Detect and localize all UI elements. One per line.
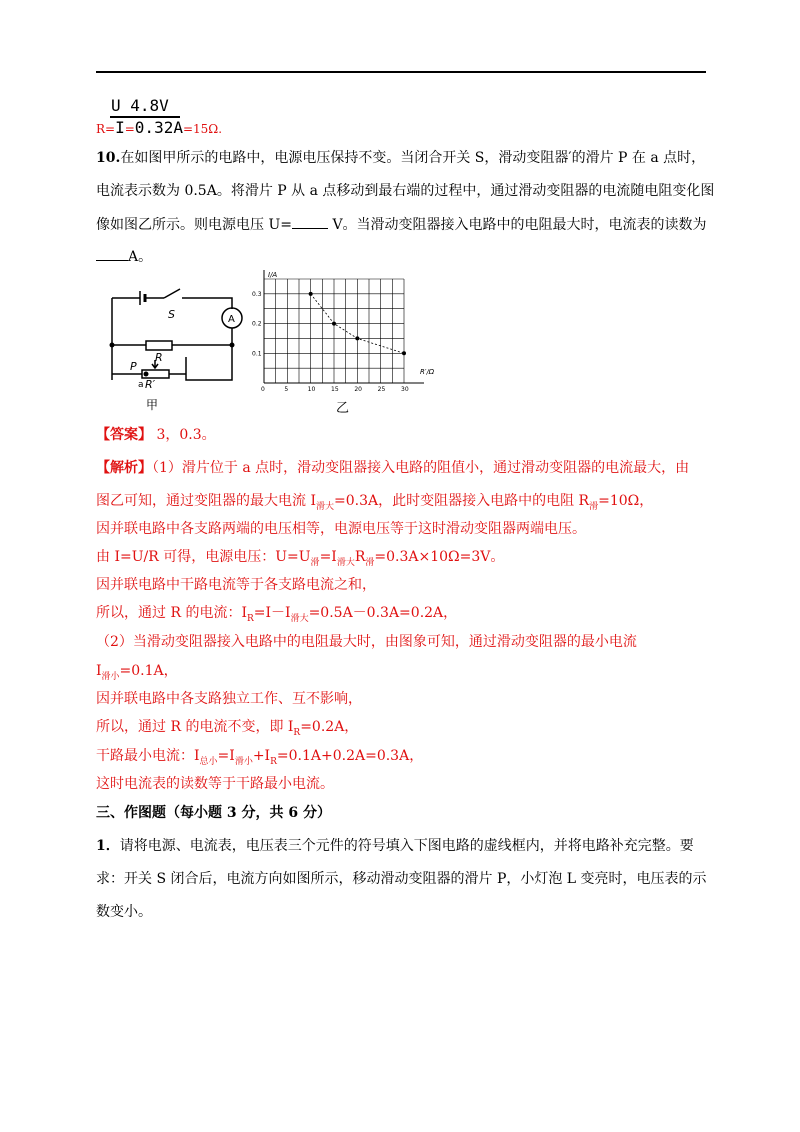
section3-title: 三、作图题（每小题 3 分，共 6 分） bbox=[96, 805, 331, 821]
a8b: =0.1A， bbox=[119, 663, 178, 679]
a10b: =0.2A， bbox=[300, 719, 359, 735]
y-tick-label: 0.2 bbox=[252, 320, 262, 328]
analysis-line1 bbox=[96, 458, 689, 478]
q10-line2: 电流表示数为 0.5A。将滑片 P 从 a 点移动到最右端的过程中，通过滑动变阻器的电流随电阻变化图 bbox=[96, 183, 715, 199]
q10-number: 10. bbox=[96, 150, 121, 166]
caption-yi: 乙 bbox=[336, 401, 350, 416]
data-point bbox=[355, 336, 359, 340]
q10-line1 bbox=[96, 148, 705, 168]
a8a: I bbox=[96, 663, 102, 679]
a2s2: 滑 bbox=[589, 501, 599, 512]
a4c: R bbox=[354, 549, 366, 565]
y-axis-label: I/A bbox=[268, 271, 278, 279]
q10-line3 bbox=[96, 214, 707, 235]
a4s1: 滑 bbox=[310, 557, 320, 568]
a6a: 所以，通过 R 的电流：I bbox=[96, 605, 247, 621]
a4d: =0.3A×10Ω=3V。 bbox=[374, 549, 505, 565]
blank-voltage[interactable] bbox=[292, 214, 328, 229]
analysis-line10 bbox=[96, 717, 358, 743]
a4s2: 滑大 bbox=[336, 557, 355, 568]
x-tick-label: 30 bbox=[401, 386, 409, 393]
q10-text1: 在如图甲所示的电路中，电源电压保持不变。当闭合开关 S，滑动变阻器′的滑片 P 在 a 点时， bbox=[120, 150, 706, 166]
eq-result: =15Ω. bbox=[182, 122, 223, 136]
a2s1: 滑大 bbox=[315, 501, 334, 512]
a6b: =I－I bbox=[253, 605, 291, 621]
a2c: =10Ω， bbox=[598, 493, 654, 509]
x-axis-label: R′/Ω bbox=[420, 368, 435, 376]
a6c: =0.5A－0.3A=0.2A， bbox=[308, 605, 458, 621]
x-tick-label: 5 bbox=[284, 386, 289, 393]
a6s2: 滑大 bbox=[290, 613, 309, 624]
x-tick-label: 25 bbox=[377, 386, 386, 393]
analysis-line8 bbox=[96, 661, 178, 687]
analysis-line5: 因并联电路中干路电流等于各支路电流之和， bbox=[96, 577, 376, 593]
label-s: S bbox=[168, 308, 175, 321]
q10-text3a: 像如图乙所示。则电源电压 U= bbox=[96, 217, 292, 233]
analysis-line7: （2）当滑动变阻器接入电路中的电阻最大时，由图象可知，通过滑动变阻器的最小电流 bbox=[96, 634, 637, 650]
a11s1: 总小 bbox=[199, 756, 218, 767]
a4b: =I bbox=[319, 549, 337, 565]
a2a: 图乙可知，通过变阻器的最大电流 I bbox=[96, 493, 316, 509]
eq-eq: = bbox=[124, 122, 135, 136]
analysis-line4 bbox=[96, 547, 504, 573]
s3-q1-line2: 求：开关 S 闭合后，电流方向如图所示，移动滑动变阻器的滑片 P，小灯泡 L 变亮时，电压表的示 bbox=[96, 871, 707, 887]
analysis-line3: 因并联电路中各支路两端的电压相等，电源电压等于这时滑动变阻器两端电压。 bbox=[96, 521, 586, 537]
analysis-line12: 这时电流表的读数等于干路最小电流。 bbox=[96, 776, 334, 792]
x-tick-label: 0 bbox=[261, 386, 265, 393]
a6s1: R bbox=[246, 613, 254, 624]
chart-grid bbox=[264, 279, 404, 383]
a4s3: 滑 bbox=[365, 557, 375, 568]
answer-label: 【答案】 bbox=[96, 427, 152, 443]
analysis-text1: （1）滑片位于 a 点时，滑动变阻器接入电路的阻值小，通过滑动变阻器的电流最大，由 bbox=[152, 460, 690, 476]
x-tick-label: 15 bbox=[331, 386, 339, 393]
a2b: =0.3A，此时变阻器接入电路中的电阻 R bbox=[334, 493, 590, 509]
a8s: 滑小 bbox=[101, 671, 120, 682]
answer-text: 3，0.3。 bbox=[152, 427, 216, 443]
a10s: R bbox=[293, 727, 301, 738]
a11b: =I bbox=[217, 748, 235, 764]
data-point bbox=[402, 351, 406, 355]
eq-r: R= bbox=[96, 122, 116, 136]
a10a: 所以，通过 R 的电流不变，即 I bbox=[96, 719, 294, 735]
a11a: 干路最小电流：I bbox=[96, 748, 200, 764]
x-tick-label: 20 bbox=[354, 386, 362, 393]
label-r: R bbox=[155, 351, 163, 364]
analysis-label: 【解析】 bbox=[96, 460, 152, 476]
data-point bbox=[309, 292, 313, 296]
caption-jia: 甲 bbox=[146, 398, 159, 412]
s3-q1-line3: 数变小。 bbox=[96, 904, 152, 920]
a11d: =0.1A+0.2A=0.3A， bbox=[276, 748, 424, 764]
q10-text4b: A。 bbox=[128, 249, 153, 265]
q10-text3b: V。当滑动变阻器接入电路中的电阻最大时，电流表的读数为 bbox=[332, 217, 707, 233]
a11c: +I bbox=[252, 748, 271, 764]
prev-answer-line bbox=[96, 118, 222, 139]
header-rule bbox=[96, 71, 706, 73]
a11s3: R bbox=[270, 756, 277, 767]
answer-line bbox=[96, 425, 216, 445]
circuit-diagram bbox=[100, 282, 250, 412]
s3-q1-line1 bbox=[96, 836, 694, 856]
x-tick-label: 10 bbox=[307, 386, 316, 393]
y-tick-label: 0.3 bbox=[252, 290, 262, 298]
label-ammeter: A bbox=[228, 314, 235, 325]
a11s2: 滑小 bbox=[234, 756, 253, 767]
eq-i: I bbox=[115, 118, 125, 137]
chart-graph bbox=[252, 262, 452, 417]
fraction-numerator: U 4.8V bbox=[111, 96, 169, 115]
label-r-prime: R′ bbox=[145, 378, 156, 391]
analysis-line6 bbox=[96, 603, 457, 629]
blank-current[interactable] bbox=[96, 246, 128, 261]
eq-den: 0.32A bbox=[134, 118, 183, 137]
q10-line4 bbox=[96, 246, 152, 267]
data-point bbox=[332, 322, 336, 326]
analysis-line11 bbox=[96, 746, 423, 772]
s3-q1-number: 1． bbox=[96, 838, 120, 854]
label-a-point: a bbox=[138, 380, 144, 390]
analysis-line9: 因并联电路中各支路独立工作、互不影响， bbox=[96, 691, 362, 707]
chart-axes bbox=[264, 270, 424, 383]
label-p: P bbox=[130, 360, 137, 373]
a4a: 由 I=U/R 可得，电源电压：U=U bbox=[96, 549, 311, 565]
s3-q1-text1: 请将电源、电流表，电压表三个元件的符号填入下图电路的虚线框内，并将电路补充完整。要 bbox=[119, 838, 694, 854]
y-tick-label: 0.1 bbox=[252, 350, 262, 358]
analysis-line2 bbox=[96, 491, 653, 517]
